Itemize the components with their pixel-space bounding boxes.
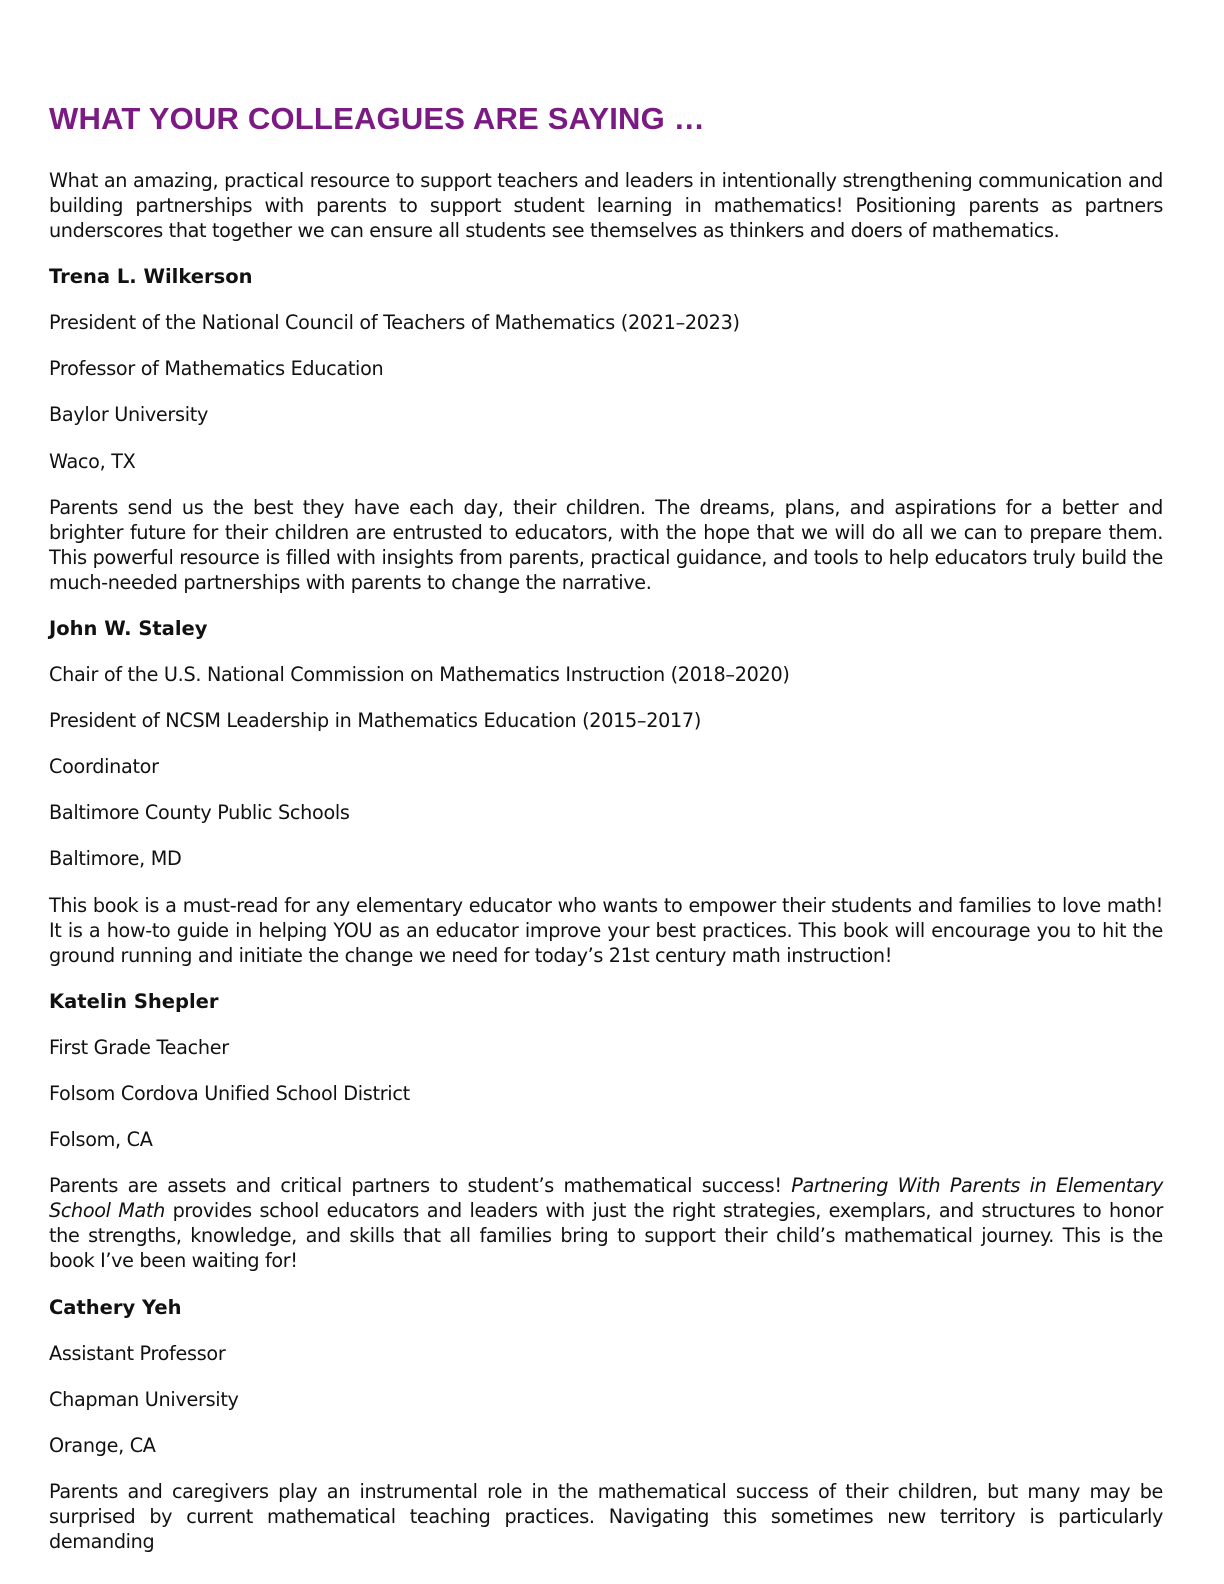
endorser-title-line: Professor of Mathematics Education bbox=[49, 357, 384, 380]
endorser-name: Cathery Yeh bbox=[49, 1296, 182, 1319]
endorsement-quote: Parents send us the best they have each day, their children. The dreams, plans, and aspirations for a better and brighter future for their children are entrusted to educators, with the hope that we will do all we can to prepare them. This powerful resource is filled with insights from parents, practical guidance, and tools to help educators truly build the much-needed partnerships with parents to change the narrative. bbox=[49, 496, 1163, 594]
endorser-location: Waco, TX bbox=[49, 450, 136, 473]
endorser-title-line: President of NCSM Leadership in Mathematics Education (2015–2017) bbox=[49, 709, 702, 732]
endorser-affiliation: Chapman University bbox=[49, 1388, 239, 1411]
endorser-title-line: President of the National Council of Teachers of Mathematics (2021–2023) bbox=[49, 311, 740, 334]
quote-text: Parents are assets and critical partners to student’s mathematical success! bbox=[49, 1174, 792, 1197]
endorser-title-line: First Grade Teacher bbox=[49, 1036, 229, 1059]
endorser-affiliation: Baylor University bbox=[49, 403, 209, 426]
endorsement-quote: This book is a must-read for any elementary educator who wants to empower their students and families to love math! It is a how-to guide in helping YOU as an educator improve your best practices. This book will encourage you to hit the ground running and initiate the change we need for today’s 21st century math instruction! bbox=[49, 894, 1163, 967]
endorser-title-line: Coordinator bbox=[49, 755, 159, 778]
book-title: Partnering With Parents in Elementary School Math bbox=[49, 1174, 1163, 1222]
endorser-location: Folsom, CA bbox=[49, 1128, 153, 1151]
endorser-title-line: Chair of the U.S. National Commission on Mathematics Instruction (2018–2020) bbox=[49, 663, 790, 686]
endorser-title-line: Assistant Professor bbox=[49, 1342, 226, 1365]
endorsement-quote: Parents and caregivers play an instrumental role in the mathematical success of their children, but many may be surprised by current mathematical teaching practices. Navigating this sometimes new territory is particularly demanding bbox=[49, 1480, 1163, 1553]
endorser-location: Orange, CA bbox=[49, 1434, 156, 1457]
quote-text: provides school educators and leaders with just the right strategies, exemplars, and structures to honor the strengths, knowledge, and skills that all families bring to support their child’s mathematical journey. This is the book I’ve been waiting for! bbox=[49, 1199, 1163, 1272]
endorsement-quote bbox=[49, 1173, 1163, 1273]
endorser-affiliation: Baltimore County Public Schools bbox=[49, 801, 350, 824]
endorser-name: Trena L. Wilkerson bbox=[49, 265, 253, 288]
page-title: WHAT YOUR COLLEAGUES ARE SAYING … bbox=[49, 101, 705, 136]
endorser-name: John W. Staley bbox=[49, 617, 208, 640]
endorser-location: Baltimore, MD bbox=[49, 847, 182, 870]
endorser-affiliation: Folsom Cordova Unified School District bbox=[49, 1082, 410, 1105]
endorser-name: Katelin Shepler bbox=[49, 990, 219, 1013]
endorsement-quote: What an amazing, practical resource to support teachers and leaders in intentionally strengthening communication and building partnerships with parents to support student learning in mathematics! Positioning parents as partners underscores that together we can ensure all students see themselves as thinkers and doers of mathematics. bbox=[49, 169, 1163, 242]
